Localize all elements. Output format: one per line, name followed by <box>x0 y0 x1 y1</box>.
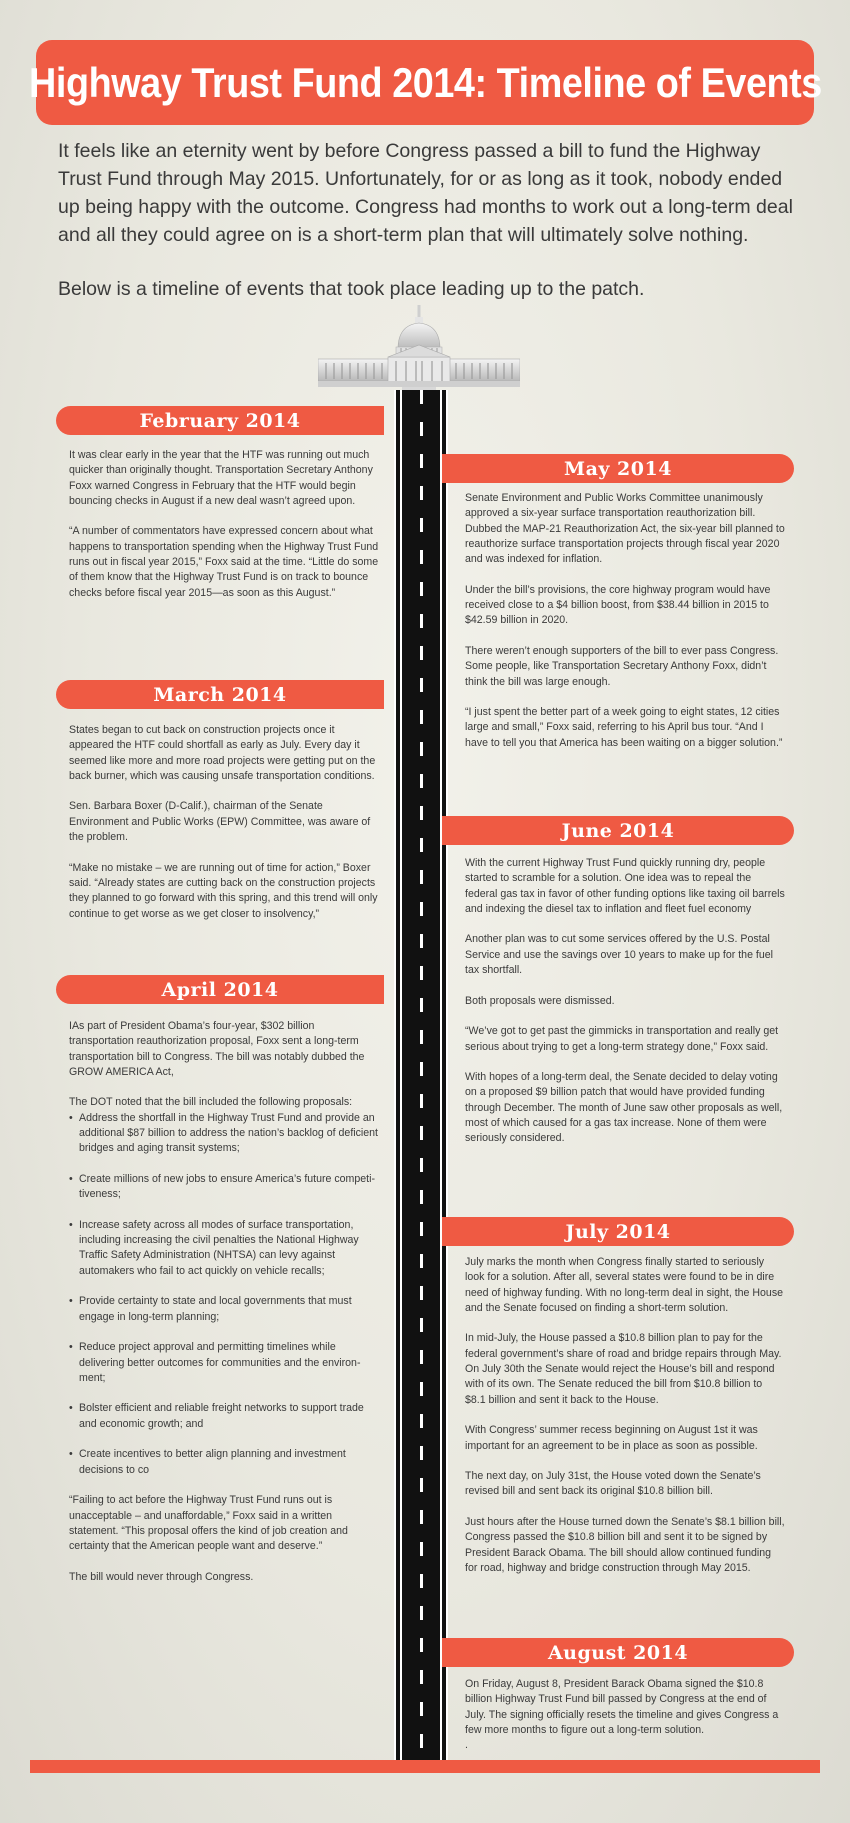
road-edge-line <box>440 390 442 1763</box>
section-paragraph: Senate Environment and Public Works Committee unanimously approved a six-year surface transportation reauthorization bill. Dubbed the MAP-21 Reauthorization Act, the six-year bill planned to reauthorize surface transportation projects through fiscal year 2020 and was indexed for inflation. <box>465 492 785 566</box>
section-paragraph: Both proposals were dismissed. <box>465 994 615 1007</box>
footer-bar <box>30 1760 820 1773</box>
month-banner-august: August 2014 <box>442 1638 794 1667</box>
section-paragraph: “I just spent the better part of a week going to eight states, 12 cities large and small,” Foxx said, referring to his April bus tour. “And I have to tell you that America has been waiting on a bigger solution.” <box>465 706 783 749</box>
list-item: • Provide certainty to state and local governments that must engage in long-term planning; <box>69 1294 381 1325</box>
section-march <box>69 723 381 937</box>
intro <box>58 137 808 329</box>
capitol-building-icon <box>318 305 520 397</box>
section-paragraph: IAs part of President Obama’s four-year, $302 billion transportation reauthorization proposal, Foxx sent a long-term transportation bill to Congress. The bill was notably dubbed the GROW AMERICA Act, <box>69 1020 365 1078</box>
section-may <box>465 491 785 766</box>
list-item: • Create millions of new jobs to ensure America’s future competitiveness; <box>69 1172 381 1203</box>
section-paragraph: . <box>465 1739 468 1752</box>
month-banner-june: June 2014 <box>442 816 794 845</box>
month-banner-may: May 2014 <box>442 454 794 483</box>
section-paragraph: Under the bill’s provisions, the core highway program would have received close to a $4 billion boost, from $38.44 billion in 2015 to $42.59 billion in 2020. <box>465 583 771 627</box>
section-paragraph: With hopes of a long-term deal, the Senate decided to delay voting on a proposed $9 billion patch that would have provided funding through December. The month of June saw other proposals as well, most of which caused for a gas tax increase. None of them were seriously considered. <box>465 1071 783 1145</box>
intro-paragraph: Below is a timeline of events that took place leading up to the patch. <box>58 278 645 300</box>
title-banner <box>28 40 822 125</box>
section-july <box>465 1255 785 1592</box>
section-february <box>69 448 381 616</box>
list-item: • Create incentives to better align planning and investment decisions to co <box>69 1447 381 1478</box>
road-icon <box>394 390 448 1763</box>
section-paragraph: “A number of commentators have expressed concern about what happens to transportation spending when the Highway Trust Fund runs out in fiscal year 2015,” Foxx said at the time. “Little do some of them know that the Highway Trust Fund is on track to bounce checks before fiscal year 2015—as soon as this August.” <box>69 525 379 599</box>
section-paragraph: With Congress’ summer recess beginning on August 1st it was important for an agreement to be in place as soon as possible. <box>465 1424 758 1452</box>
section-june <box>465 856 785 1162</box>
proposal-list <box>69 1111 381 1478</box>
page-title: Highway Trust Fund 2014: Timeline of Events <box>28 58 822 106</box>
road-edge-line <box>400 390 402 1763</box>
list-item: • Increase safety across all modes of surface transportation, including increasing the civil penalties the National Highway Traffic Safety Administration (NHTSA) can levy against automakers who fail to act quickly on vehicle recalls; <box>69 1218 381 1279</box>
section-paragraph: The next day, on July 31st, the House voted down the Senate’s revised bill and sent back its original $10.8 billion bill. <box>465 1470 761 1498</box>
section-paragraph: With the current Highway Trust Fund quickly running dry, people started to scramble for a solution. One idea was to repeal the federal gas tax in favor of other funding options like taxing oil barrels and indexing the diesel tax to inflation and fleet fuel economy <box>465 857 785 915</box>
section-paragraph: Sen. Barbara Boxer (D-Calif.), chairman of the Senate Environment and Public Works (EPW) Committee, was aware of the problem. <box>69 800 371 844</box>
section-paragraph: The DOT noted that the bill included the following proposals: <box>69 1096 353 1109</box>
section-april <box>69 1019 381 1600</box>
month-banner-july: July 2014 <box>442 1217 794 1246</box>
section-paragraph: Just hours after the House turned down the Senate’s $8.1 billion bill, Congress passed the $10.8 billion bill and sent it to be signed by President Barack Obama. The bill should allow continued funding for road, highway and bridge construction through May 2015. <box>465 1516 785 1574</box>
section-paragraph: In mid-July, the House passed a $10.8 billion plan to pay for the federal government’s share of road and bridge repairs through May. On July 30th the Senate would reject the House’s bill and respond with of its own. The Senate reduced the bill from $10.8 billion to $8.1 billion and sent it back to the House. <box>465 1332 782 1406</box>
list-item: • Bolster efficient and reliable freight networks to support trade and economic growth; and <box>69 1401 381 1432</box>
list-item: • Reduce project approval and permitting timelines while delivering better outcomes for communities and the environment; <box>69 1340 381 1386</box>
list-item: • Address the shortfall in the Highway Trust Fund and provide an additional $87 billion to address the nation’s backlog of deficient bridges and aging transit systems; <box>69 1111 381 1157</box>
month-banner-march: March 2014 <box>56 680 384 709</box>
section-paragraph: On Friday, August 8, President Barack Obama signed the $10.8 billion Highway Trust Fund bill passed by Congress at the end of July. The signing officially resets the timeline and gives Congress a few more months to figure out a long-term solution. <box>465 1678 779 1736</box>
section-paragraph: “Make no mistake – we are running out of time for action,” Boxer said. “Already states are cutting back on the construction projects they planned to go forward with this spring, and this trend will only continue to get worse as we get closer to insolvency,” <box>69 861 378 920</box>
section-paragraph: There weren’t enough supporters of the bill to ever pass Congress. Some people, like Transportation Secretary Anthony Foxx, didn’t think the bill was large enough. <box>465 644 779 688</box>
section-paragraph: “We’ve got to get past the gimmicks in transportation and really get serious about trying to get a long-term strategy done,” Foxx said. <box>465 1025 779 1053</box>
section-paragraph: Another plan was to cut some services offered by the U.S. Postal Service and use the savings over 10 years to make up for the fuel tax shortfall. <box>465 933 773 977</box>
month-banner-april: April 2014 <box>56 975 384 1004</box>
month-banner-february: February 2014 <box>56 406 384 435</box>
section-paragraph: States began to cut back on construction projects once it appeared the HTF could shortfall as early as July. Every day it seemed like more and more road projects were getting put on the back burner, which was causing unsafe transportation conditions. <box>69 724 376 782</box>
road-center-line <box>420 390 423 1763</box>
section-paragraph: It was clear early in the year that the HTF was running out much quicker than originally thought. Transportation Secretary Anthony Foxx warned Congress in February that the HTF would begin bouncing checks in August if a new deal wasn’t agreed upon. <box>69 449 373 507</box>
section-paragraph: July marks the month when Congress finally started to seriously look for a solution. After all, several states were found to be in dire need of highway funding. With no long-term deal in sight, the House and the Senate focused on finding a short-term solution. <box>465 1256 784 1314</box>
intro-paragraph: It feels like an eternity went by before Congress passed a bill to fund the Highway Trust Fund through May 2015. Unfortunately, for or as long as it took, nobody ended up being happy with the outcome. Congress had months to work out a long-term deal and all they could agree on is a short-term plan that will ultimately solve nothing. <box>58 140 793 246</box>
section-august <box>465 1677 785 1753</box>
section-paragraph: “Failing to act before the Highway Trust Fund runs out is unacceptable – and unaffordable,” Foxx said in a written statement. “This proposal offers the kind of job creation and certainty that the American people want and deserve.” <box>69 1494 348 1553</box>
section-paragraph: The bill would never through Congress. <box>69 1570 254 1583</box>
